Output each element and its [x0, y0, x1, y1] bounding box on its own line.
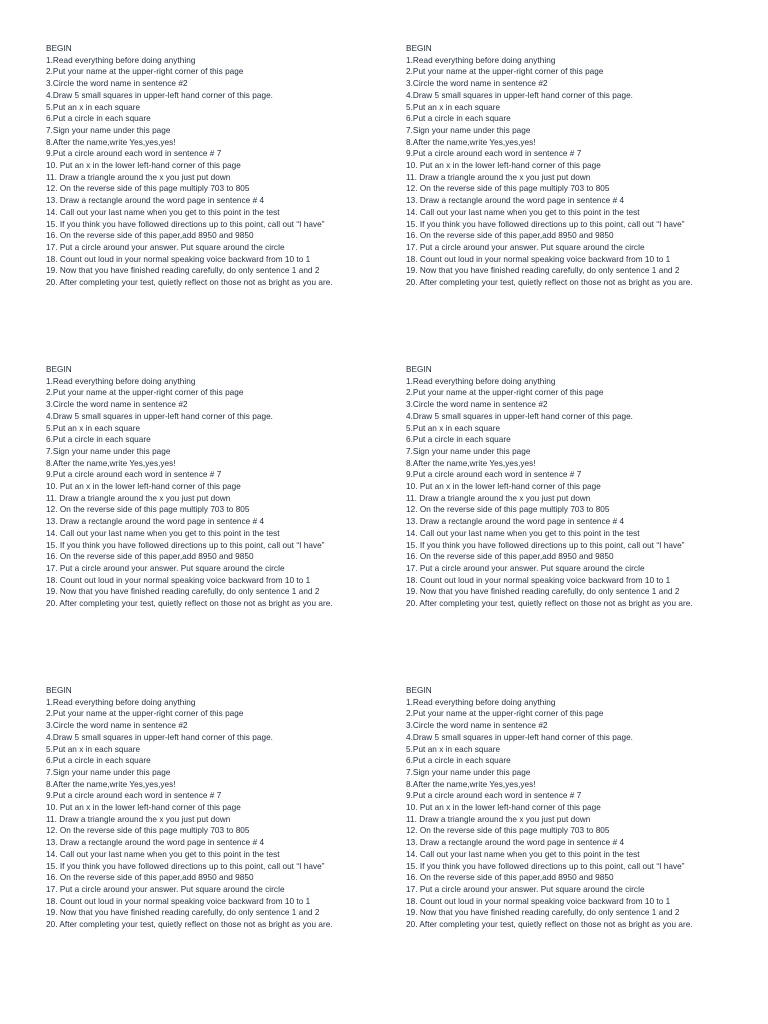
instruction-item: 3.Circle the word name in sentence #2 [406, 79, 548, 89]
instruction-item: 14. Call out your last name when you get to this point in the test [46, 207, 280, 217]
instruction-item: 10. Put an x in the lower left-hand corner of this page [46, 803, 241, 813]
instruction-item: 9.Put a circle around each word in sentence # 7 [406, 470, 582, 480]
instruction-item: 1.Read everything before doing anything [46, 376, 196, 386]
instruction-item: 4.Draw 5 small squares in upper-left hand corner of this page. [46, 411, 274, 421]
instruction-item: 16. On the reverse side of this paper,add 8950 and 9850 [406, 552, 614, 562]
instruction-item: 5.Put an x in each square [46, 423, 141, 433]
instruction-item: 9.Put a circle around each word in sentence # 7 [406, 791, 582, 801]
instruction-item: 12. On the reverse side of this page multiply 703 to 805 [406, 826, 610, 836]
instruction-item: 19. Now that you have finished reading carefully, do only sentence 1 and 2 [406, 266, 680, 276]
instruction-item: 13. Draw a rectangle around the word page in sentence # 4 [46, 838, 265, 848]
instruction-item: 9.Put a circle around each word in sentence # 7 [46, 791, 222, 801]
instruction-item: 11. Draw a triangle around the x you just put down [46, 493, 231, 503]
instruction-item: 5.Put an x in each square [46, 744, 141, 754]
instruction-item: 12. On the reverse side of this page multiply 703 to 805 [46, 184, 250, 194]
instruction-item: 20. After completing your test, quietly reflect on those not as bright as you are. [46, 278, 333, 288]
instruction-item: 12. On the reverse side of this page multiply 703 to 805 [406, 184, 610, 194]
instruction-item: 7.Sign your name under this page [406, 446, 531, 456]
instruction-item: 6.Put a circle in each square [406, 114, 511, 124]
instruction-item: 17. Put a circle around your answer. Put square around the circle [46, 242, 285, 252]
instruction-item: 15. If you think you have followed directions up to this point, call out “I have” [46, 219, 325, 229]
instruction-item: 19. Now that you have finished reading carefully, do only sentence 1 and 2 [406, 587, 680, 597]
instruction-item: 10. Put an x in the lower left-hand corner of this page [406, 161, 601, 171]
instruction-item: 14. Call out your last name when you get to this point in the test [406, 528, 640, 538]
instruction-item: 15. If you think you have followed directions up to this point, call out “I have” [46, 540, 325, 550]
instruction-item: 8.After the name,write Yes,yes,yes! [46, 458, 176, 468]
instruction-item: 3.Circle the word name in sentence #2 [46, 721, 188, 731]
instruction-item: 5.Put an x in each square [406, 423, 501, 433]
instruction-item: 16. On the reverse side of this paper,add 8950 and 9850 [406, 873, 614, 883]
instruction-item: 10. Put an x in the lower left-hand corner of this page [406, 482, 601, 492]
instruction-item: 13. Draw a rectangle around the word page in sentence # 4 [46, 517, 265, 527]
instruction-block-6 [406, 685, 730, 931]
instruction-item: 17. Put a circle around your answer. Put square around the circle [406, 884, 645, 894]
instruction-block-5 [46, 685, 370, 931]
instruction-item: 8.After the name,write Yes,yes,yes! [46, 779, 176, 789]
instruction-item: 3.Circle the word name in sentence #2 [46, 79, 188, 89]
instruction-item: 13. Draw a rectangle around the word page in sentence # 4 [406, 196, 625, 206]
instruction-item: 12. On the reverse side of this page multiply 703 to 805 [46, 826, 250, 836]
begin-heading: BEGIN [46, 365, 72, 374]
instruction-item: 2.Put your name at the upper-right corner of this page [46, 388, 244, 398]
instruction-item: 6.Put a circle in each square [46, 435, 151, 445]
instruction-item: 20. After completing your test, quietly reflect on those not as bright as you are. [406, 599, 693, 609]
instruction-item: 4.Draw 5 small squares in upper-left hand corner of this page. [406, 732, 634, 742]
instruction-item: 17. Put a circle around your answer. Put square around the circle [46, 563, 285, 573]
instruction-item: 11. Draw a triangle around the x you just put down [406, 814, 591, 824]
begin-heading: BEGIN [406, 686, 432, 695]
instruction-item: 10. Put an x in the lower left-hand corner of this page [46, 482, 241, 492]
instruction-item: 17. Put a circle around your answer. Put square around the circle [406, 563, 645, 573]
instruction-item: 19. Now that you have finished reading carefully, do only sentence 1 and 2 [46, 587, 320, 597]
instruction-item: 16. On the reverse side of this paper,add 8950 and 9850 [46, 873, 254, 883]
instruction-item: 6.Put a circle in each square [406, 756, 511, 766]
instruction-item: 9.Put a circle around each word in sentence # 7 [46, 470, 222, 480]
instruction-item: 14. Call out your last name when you get to this point in the test [46, 528, 280, 538]
instruction-item: 14. Call out your last name when you get to this point in the test [406, 849, 640, 859]
instruction-item: 6.Put a circle in each square [46, 756, 151, 766]
instruction-item: 10. Put an x in the lower left-hand corner of this page [406, 803, 601, 813]
instruction-item: 9.Put a circle around each word in sentence # 7 [46, 149, 222, 159]
instruction-item: 12. On the reverse side of this page multiply 703 to 805 [406, 505, 610, 515]
instruction-item: 8.After the name,write Yes,yes,yes! [406, 137, 536, 147]
instruction-block-1 [46, 43, 370, 289]
instruction-item: 15. If you think you have followed directions up to this point, call out “I have” [406, 540, 685, 550]
instruction-item: 20. After completing your test, quietly reflect on those not as bright as you are. [406, 920, 693, 930]
instruction-item: 5.Put an x in each square [406, 744, 501, 754]
instruction-block-2 [406, 43, 730, 289]
instruction-item: 3.Circle the word name in sentence #2 [406, 721, 548, 731]
instruction-item: 13. Draw a rectangle around the word page in sentence # 4 [46, 196, 265, 206]
instruction-item: 18. Count out loud in your normal speaking voice backward from 10 to 1 [46, 896, 311, 906]
instruction-item: 16. On the reverse side of this paper,add 8950 and 9850 [46, 552, 254, 562]
instruction-item: 1.Read everything before doing anything [406, 697, 556, 707]
instruction-item: 4.Draw 5 small squares in upper-left hand corner of this page. [406, 411, 634, 421]
begin-heading: BEGIN [46, 686, 72, 695]
instruction-item: 11. Draw a triangle around the x you just put down [46, 814, 231, 824]
begin-heading: BEGIN [406, 365, 432, 374]
instruction-item: 1.Read everything before doing anything [46, 55, 196, 65]
instruction-item: 1.Read everything before doing anything [406, 55, 556, 65]
instruction-item: 20. After completing your test, quietly reflect on those not as bright as you are. [406, 278, 693, 288]
instruction-item: 7.Sign your name under this page [46, 446, 171, 456]
instruction-item: 8.After the name,write Yes,yes,yes! [406, 458, 536, 468]
instruction-item: 2.Put your name at the upper-right corner of this page [406, 388, 604, 398]
instruction-item: 2.Put your name at the upper-right corner of this page [406, 709, 604, 719]
instruction-item: 4.Draw 5 small squares in upper-left hand corner of this page. [406, 90, 634, 100]
instruction-item: 5.Put an x in each square [46, 102, 141, 112]
instruction-item: 16. On the reverse side of this paper,add 8950 and 9850 [46, 231, 254, 241]
instruction-item: 11. Draw a triangle around the x you just put down [406, 493, 591, 503]
instruction-item: 7.Sign your name under this page [46, 125, 171, 135]
instruction-item: 14. Call out your last name when you get to this point in the test [406, 207, 640, 217]
instruction-item: 20. After completing your test, quietly reflect on those not as bright as you are. [46, 599, 333, 609]
instruction-item: 15. If you think you have followed directions up to this point, call out “I have” [46, 861, 325, 871]
instruction-item: 8.After the name,write Yes,yes,yes! [46, 137, 176, 147]
instruction-item: 18. Count out loud in your normal speaking voice backward from 10 to 1 [46, 575, 311, 585]
instruction-item: 5.Put an x in each square [406, 102, 501, 112]
instruction-item: 11. Draw a triangle around the x you just put down [406, 172, 591, 182]
instruction-item: 6.Put a circle in each square [46, 114, 151, 124]
instruction-item: 19. Now that you have finished reading carefully, do only sentence 1 and 2 [46, 266, 320, 276]
begin-heading: BEGIN [406, 44, 432, 53]
begin-heading: BEGIN [46, 44, 72, 53]
instruction-item: 7.Sign your name under this page [406, 767, 531, 777]
instruction-item: 8.After the name,write Yes,yes,yes! [406, 779, 536, 789]
instruction-item: 15. If you think you have followed directions up to this point, call out “I have” [406, 861, 685, 871]
instruction-item: 12. On the reverse side of this page multiply 703 to 805 [46, 505, 250, 515]
instruction-item: 13. Draw a rectangle around the word page in sentence # 4 [406, 838, 625, 848]
instruction-item: 7.Sign your name under this page [406, 125, 531, 135]
instruction-item: 18. Count out loud in your normal speaking voice backward from 10 to 1 [406, 575, 671, 585]
instruction-item: 18. Count out loud in your normal speaking voice backward from 10 to 1 [406, 896, 671, 906]
instruction-item: 15. If you think you have followed directions up to this point, call out “I have” [406, 219, 685, 229]
instruction-item: 9.Put a circle around each word in sentence # 7 [406, 149, 582, 159]
instruction-item: 4.Draw 5 small squares in upper-left hand corner of this page. [46, 732, 274, 742]
instruction-item: 1.Read everything before doing anything [406, 376, 556, 386]
instruction-item: 1.Read everything before doing anything [46, 697, 196, 707]
instruction-item: 10. Put an x in the lower left-hand corner of this page [46, 161, 241, 171]
instruction-item: 18. Count out loud in your normal speaking voice backward from 10 to 1 [46, 254, 311, 264]
instruction-block-4 [406, 364, 730, 610]
instruction-item: 14. Call out your last name when you get to this point in the test [46, 849, 280, 859]
instruction-item: 16. On the reverse side of this paper,add 8950 and 9850 [406, 231, 614, 241]
instruction-item: 11. Draw a triangle around the x you just put down [46, 172, 231, 182]
instruction-item: 13. Draw a rectangle around the word page in sentence # 4 [406, 517, 625, 527]
instruction-item: 19. Now that you have finished reading carefully, do only sentence 1 and 2 [406, 908, 680, 918]
instruction-item: 6.Put a circle in each square [406, 435, 511, 445]
instruction-item: 17. Put a circle around your answer. Put square around the circle [46, 884, 285, 894]
instruction-item: 2.Put your name at the upper-right corner of this page [46, 67, 244, 77]
instruction-item: 19. Now that you have finished reading carefully, do only sentence 1 and 2 [46, 908, 320, 918]
instruction-item: 3.Circle the word name in sentence #2 [46, 400, 188, 410]
instruction-item: 7.Sign your name under this page [46, 767, 171, 777]
instruction-item: 2.Put your name at the upper-right corner of this page [46, 709, 244, 719]
instruction-item: 20. After completing your test, quietly reflect on those not as bright as you are. [46, 920, 333, 930]
instruction-item: 3.Circle the word name in sentence #2 [406, 400, 548, 410]
instruction-item: 2.Put your name at the upper-right corner of this page [406, 67, 604, 77]
instruction-item: 18. Count out loud in your normal speaking voice backward from 10 to 1 [406, 254, 671, 264]
instruction-item: 4.Draw 5 small squares in upper-left hand corner of this page. [46, 90, 274, 100]
instruction-item: 17. Put a circle around your answer. Put square around the circle [406, 242, 645, 252]
instruction-block-3 [46, 364, 370, 610]
